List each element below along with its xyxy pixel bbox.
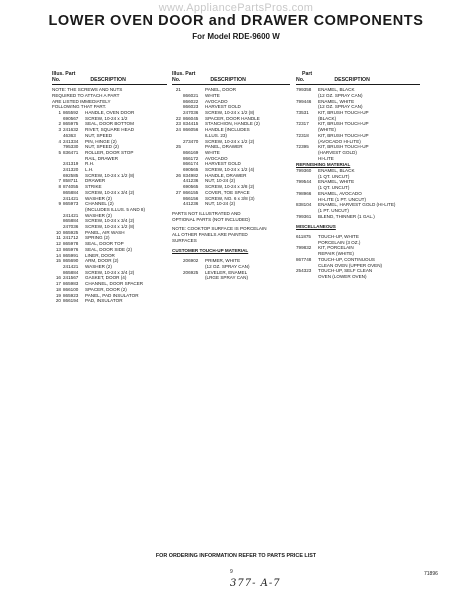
document-number: 71896 [424,571,438,577]
part-number: 865976 [63,246,79,252]
part-number: 834415 [183,121,199,127]
part-number: 795330 [63,144,79,150]
part-description: WASHER (2) [85,195,112,201]
illus-no: 5 [58,149,61,155]
part-number: 866056 [183,127,199,133]
illus-no: 17 [55,281,61,287]
part-number: 241421 [63,263,79,269]
part-number: 858711 [63,178,78,184]
illus-no: 7 [58,178,61,184]
illus-no: 3 [58,127,61,133]
part-description: SCREW, 10-24 x 1/2 [85,115,128,121]
spacer [172,243,290,247]
part-description: NUT, SPEED [85,132,113,138]
part-number: 441236 [183,201,199,207]
part-description: (HARVEST GOLD) [318,149,357,155]
header-rule [52,84,167,85]
column-1-body [52,87,167,304]
handwritten-mark: 377- A-7 [230,578,281,589]
part-number: 865975 [63,121,79,127]
part-description: PANEL, DOOR [205,87,237,93]
part-description: AVOCADO [205,155,228,161]
ordering-footer: FOR ORDERING INFORMATION REFER TO PARTS PRICE LIST [155,553,317,559]
part-description: SCREW, NO. 6 x 3/8 (3) [205,195,255,201]
illus-no: 23 [175,121,181,127]
part-number: 273470 [183,138,199,144]
part-number: 241567 [63,275,79,281]
part-description: PAD, INSULATOR [85,298,123,304]
part-number: 241319 [63,161,79,167]
part-description: SCREW, 10-24 x 1/2 (8) [205,110,255,115]
part-description: SCREW, 10-24 x 1/2 (8) [85,224,135,230]
column-2-body [172,87,290,281]
part-description: HANDLE (INCLUDES [205,127,250,133]
note-line: NOTE: THE SCREWS AND NUTS [52,87,123,93]
part-number: 799832 [296,245,312,251]
part-description: TOUCH-UP, CONTINUOUS [318,256,375,262]
part-description: ENAMEL, BLACK [318,168,355,174]
part-description: KIT, PORCELAIN [318,245,354,251]
part-description: SCREW, 10-24 x 3/4 (2) [85,218,135,224]
part-description: REPAIR (WHITE) [318,251,354,257]
part-number: 690567 [63,115,79,121]
part-number: 241320 [63,167,79,173]
part-number: 865983 [63,281,79,287]
header-rule [296,84,420,85]
illus-no [172,201,183,207]
part-number: 865592 [63,110,79,115]
note-line: OPTIONAL PARTS (NOT INCLUDED) [172,216,250,222]
watermark: www.AppliancePartsPros.com [158,2,314,14]
part-description: HARVEST GOLD [205,104,241,110]
part-description: CHANNEL, DOOR SPACER [85,281,144,287]
part-number: 247036 [183,110,199,115]
part-number: 834982 [183,172,199,178]
part-number: 838104 [296,202,312,208]
part-description: HANDLE, OVEN DOOR [85,110,135,115]
part-description: HARVEST GOLD [205,161,241,167]
part-description: KIT, BRUSH TOUCH-UP [318,121,369,127]
parts-row [296,214,420,220]
note-line: ALL OTHER PANELS ARE PAINTED [172,232,248,238]
note-line: ARE LISTED IMMEDIATELY [52,98,111,104]
part-description: AVOCADO [205,98,228,104]
page-title: LOWER OVEN DOOR and DRAWER COMPONENTS [48,13,424,29]
illus-no: 22 [175,115,181,121]
note-line: PARTS NOT ILLUSTRATED AND [172,210,241,216]
part-description: KIT, BRUSH TOUCH-UP [318,144,369,150]
part-number: 799544 [296,179,312,185]
note-line: SURFACES [172,237,197,243]
part-number: 241334 [63,138,79,144]
column-3-body [296,87,420,280]
note-line: NOTE: COOKTOP SURFACE IS PORCELAIN [172,226,267,232]
parts-row [296,156,420,162]
part-description: HANDLE, DRAWER [205,172,247,178]
part-description: TOUCH-UP, WHITE [318,234,359,240]
part-number: 241421 [63,195,79,201]
part-number: 836471 [63,149,79,155]
parts-column-2 [172,72,290,281]
part-description: (WHITE) [318,127,336,133]
part-description: (12 OZ. SPRAY CAN) [318,92,363,98]
illus-no: 15 [55,258,61,264]
parts-row [172,201,290,207]
illus-no: 1 [58,110,61,115]
part-number: 866022 [183,98,199,104]
illus-no: 16 [55,275,61,281]
illus-no: 21 [175,87,181,93]
part-description: LINER, DOOR [85,252,115,258]
part-description: ENAMEL, WHITE [318,98,355,104]
part-number: 866194 [63,298,79,304]
part-description: SCREW, 10-24 x 3/8 (2) [205,184,255,190]
part-description: ENAMEL, AVOCADO [318,190,362,196]
part-number: 799446 [296,98,312,104]
part-description: SPACER, DOOR HANDLE [205,115,260,121]
illus-no: 14 [55,252,61,258]
part-description: STANCHION, HANDLE (2) [205,121,260,127]
part-description: KIT, BRUSH TOUCH-UP [318,110,369,115]
illus-no: 26 [175,172,181,178]
page-number: 9 [230,569,233,575]
part-description: SCREW, 10-24 x 1/2 (4) [205,167,255,173]
part-description: (1 QT. UNCUT) [318,185,350,191]
part-description: SEAL, DOOR SIDE (2) [85,246,132,252]
part-number: 865991 [63,252,79,258]
section-heading: MISCELLANEOUS [296,224,336,230]
part-description: HI-LITE [318,155,334,161]
part-description: GASKET, DOOR (4) [85,275,127,281]
part-description: RAIL, DRAWER [85,155,119,161]
part-number: 72318 [296,132,309,138]
illus-no: 24 [175,127,181,133]
part-number: 865973 [63,201,79,207]
part-description: OVEN (LOWER OVEN) [318,273,367,279]
part-description: STRIKE [85,184,102,190]
part-number: 866169 [183,149,199,155]
column-header: Part No. DESCRIPTION [296,71,370,83]
part-number: 866156 [183,195,199,201]
part-number: 247036 [63,224,79,230]
note-line: FOLLOWING THAT PART. [52,104,107,110]
part-description: TOUCH-UP, SELF CLEAN [318,268,373,274]
column-header: Illus. Part No. DESCRIPTION [52,71,126,83]
part-number: 866172 [183,155,199,161]
illus-no: 12 [55,241,61,247]
part-description: NUT, SPEED (2) [85,144,119,150]
illus-no: 8 [58,184,61,190]
part-description: WHITE [205,149,220,155]
note-line: REQUIRED TO ATTACH A PART [52,92,120,98]
part-number: 865884 [63,269,79,275]
illus-no: 4 [58,138,61,144]
part-description: ROLLER, DOOR STOP [85,149,134,155]
part-description: (12 OZ. SPRAY CAN) [318,104,363,110]
part-number: 799358 [296,87,312,93]
part-number: 865690 [63,258,79,264]
part-description: PANEL, PAD INSULATOR [85,292,139,298]
part-description: (LRGE SPRAY CAN) [205,275,248,281]
part-description: HI-LITE (1 PT. UNCUT) [318,196,366,202]
part-number: 46363 [63,132,76,138]
parts-column-1 [52,72,167,304]
part-number: 799360 [296,168,312,174]
part-description: SEAL, DOOR BOTTOM [85,121,134,127]
parts-column-3 [296,72,420,280]
column-header: Illus. Part No. DESCRIPTION [172,71,246,83]
part-description: ENAMEL, HARVEST GOLD (HI-LITE) [318,202,396,208]
part-description: SCREW, 10-24 x 1/2 (8) [85,172,135,178]
part-number: 254323 [296,268,312,274]
illus-no: 18 [55,286,61,292]
part-description: PRIMER, WHITE [205,258,241,264]
part-description: PIN, HINGE (2) [85,138,117,144]
part-description: BLEND, THINNER (1 GAL.) [318,213,375,219]
part-number: 441236 [183,178,199,184]
part-description: (AVOCADO HI-LITE) [318,138,361,144]
illus-no: 9 [58,201,61,207]
part-number: 611875 [296,234,311,240]
illus-no: 20 [55,298,61,304]
part-description: SCREW, 10-24 x 3/4 (2) [85,269,135,275]
part-description: DRAWER [85,178,106,184]
part-description: R.H. [85,161,95,167]
part-description: COVER, TOE SPACE [205,189,250,195]
part-number: 241712 [63,235,79,241]
illus-no: 11 [56,235,61,241]
part-number: 866155 [183,189,199,195]
part-description: SCREW, 10-24 x 1/2 (2) [205,138,255,144]
part-description: (12 OZ. SPRAY CAN) [205,263,250,269]
part-description: ENAMEL, BLACK [318,87,355,93]
parts-row [52,298,167,304]
part-description: RIVET, SQUARE HEAD [85,127,135,133]
illus-no: 10 [55,229,61,235]
part-description: PANEL, AIR WASH [85,229,125,235]
part-number: 241421 [63,212,79,218]
part-number: 72395 [296,144,309,150]
part-number: 72317 [296,121,309,127]
part-description: L.H. [85,167,94,173]
part-description: SPRING (2) [85,235,110,241]
part-description: WHITE [205,92,220,98]
section-heading: CUSTOMER TOUCH-UP MATERIAL [172,248,249,254]
illus-no: 27 [175,189,181,195]
part-number: 865923 [63,292,79,298]
part-description: NUT, 10-24 (2) [205,178,236,184]
part-description: WASHER (2) [85,263,112,269]
part-number: 866021 [183,92,199,98]
spacer [296,219,420,223]
part-description: CLEAN OVEN (UPPER OVEN) [318,262,383,268]
part-description: (BLACK) [318,115,337,121]
part-description: (INCLUDES ILLUS. 5 AND 8) [85,206,145,212]
part-number [183,275,205,281]
part-number: 866174 [183,161,199,167]
part-number: 865884 [63,189,79,195]
part-number [296,156,318,162]
part-description: SEAL, DOOR TOP [85,241,124,247]
part-number: 206902 [183,258,199,264]
part-number: 866045 [183,115,199,121]
section-heading: REFINISHING MATERIAL [296,162,351,168]
part-number: 867748 [296,256,312,262]
part-description: ARM, DOOR (2) [85,258,119,264]
part-number: 865884 [63,218,79,224]
part-number: 874055 [63,184,79,190]
parts-row [296,274,420,280]
part-number: 865925 [63,229,79,235]
part-number: 865978 [63,241,79,247]
part-description: PORCELAIN (3 OZ.) [318,239,361,245]
part-description: SPACER, DOOR (2) [85,286,127,292]
part-description: SCREW, 10-24 x 3/4 (2) [85,189,135,195]
part-description: WASHER (2) [85,212,112,218]
part-description: (1 PT. UNCUT) [318,207,349,213]
part-description: ILLUS. 23) [205,132,227,138]
part-number [296,274,318,280]
part-description: ENAMEL, WHITE [318,179,355,185]
illus-no: 2 [58,121,61,127]
part-description: PANEL, DRAWER [205,144,243,150]
part-number: 73531 [296,110,309,115]
header-rule [172,84,290,85]
illus-no: 25 [175,144,181,150]
part-number: 798966 [296,190,312,196]
part-description: KIT, BRUSH TOUCH-UP [318,132,369,138]
illus-no: 19 [55,292,61,298]
part-number: 799361 [296,213,312,219]
part-number: 866100 [63,286,79,292]
part-number: 690565 [183,167,199,173]
part-number: 690565 [183,184,199,190]
illus-no: 13 [55,246,61,252]
illus-no [172,275,183,281]
part-number: 241632 [63,127,79,133]
part-description: NUT, 10-24 (2) [205,201,236,207]
part-description: (1 QT. UNCUT) [318,173,350,179]
part-number: 692585 [63,172,79,178]
part-number: 206925 [183,269,199,275]
parts-row [172,275,290,281]
page-subtitle: For Model RDE-9600 W [192,32,280,41]
part-description: LEVELER, ENAMEL [205,269,248,275]
part-number: 866023 [183,104,199,110]
part-description: CHANNEL (2) [85,201,114,207]
